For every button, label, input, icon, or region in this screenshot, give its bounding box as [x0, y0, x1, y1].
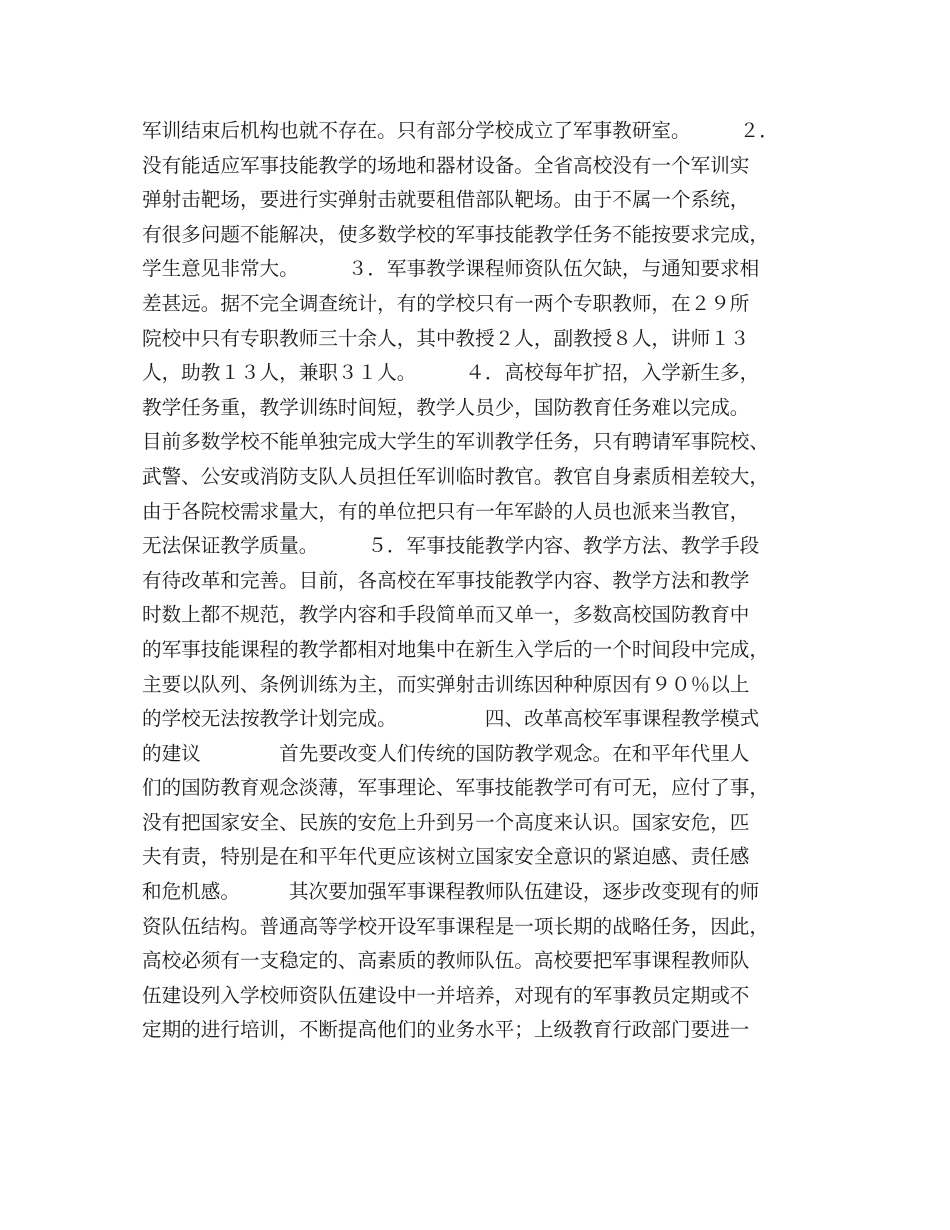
text-line: 主要以队列、条例训练为主，而实弹射击训练因种种原因有９０％以上	[142, 672, 750, 696]
text-line: 伍建设列入学校师资队伍建设中一并培养，对现有的军事教员定期或不	[142, 983, 750, 1007]
text-line: 差甚远。据不完全调查统计，有的学校只有一两个专职教师，在２９所	[142, 291, 750, 315]
text-line: 资队伍结构。普通高等学校开设军事课程是一项长期的战略任务，因此，	[142, 914, 769, 938]
text-line: 没有能适应军事技能教学的场地和器材设备。全省高校没有一个军训实	[142, 153, 750, 177]
text-line: 的学校无法按教学计划完成。 四、改革高校军事课程教学模式	[142, 707, 760, 731]
text-line: 们的国防教育观念淡薄，军事理论、军事技能教学可有可无，应付了事，	[142, 776, 769, 800]
text-line: 由于各院校需求量大，有的单位把只有一年军龄的人员也派来当教官，	[142, 499, 750, 523]
text-line: 夫有责，特别是在和平年代更应该树立国家安全意识的紧迫感、责任感	[142, 845, 750, 869]
text-line: 有待改革和完善。目前，各高校在军事技能教学内容、教学方法和教学	[142, 568, 750, 592]
text-line: 无法保证教学质量。 ５．军事技能教学内容、教学方法、教学手段	[142, 534, 760, 558]
text-line: 学生意见非常大。 ３．军事教学课程师资队伍欠缺，与通知要求相	[142, 257, 760, 281]
text-line: 的建议 首先要改变人们传统的国防教学观念。在和平年代里人	[142, 741, 750, 765]
text-line: 时数上都不规范，教学内容和手段简单而又单一，多数高校国防教育中	[142, 603, 750, 627]
text-line: 高校必须有一支稳定的、高素质的教师队伍。高校要把军事课程教师队	[142, 949, 750, 973]
text-line: 教学任务重，教学训练时间短，教学人员少，国防教育任务难以完成。	[142, 395, 750, 419]
body-text	[142, 114, 832, 1048]
text-line: 定期的进行培训，不断提高他们的业务水平；上级教育行政部门要进一	[142, 1018, 750, 1042]
text-line: 有很多问题不能解决，使多数学校的军事技能教学任务不能按要求完成，	[142, 222, 769, 246]
text-line: 武警、公安或消防支队人员担任军训临时教官。教官自身素质相差较大，	[142, 464, 769, 488]
text-line: 的军事技能课程的教学都相对地集中在新生入学后的一个时间段中完成，	[142, 637, 769, 661]
text-line: 院校中只有专职教师三十余人，其中教授２人，副教授８人，讲师１３	[142, 326, 750, 350]
text-line: 弹射击靶场，要进行实弹射击就要租借部队靶场。由于不属一个系统，	[142, 188, 750, 212]
text-line: 没有把国家安全、民族的安危上升到另一个高度来认识。国家安危，匹	[142, 810, 750, 834]
text-line: 人，助教１３人，兼职３１人。 ４．高校每年扩招，入学新生多，	[142, 361, 760, 385]
text-line: 军训结束后机构也就不存在。只有部分学校成立了军事教研室。 ２．	[142, 119, 779, 142]
text-line: 目前多数学校不能单独完成大学生的军训教学任务，只有聘请军事院校、	[142, 430, 769, 454]
text-line: 和危机感。 其次要加强军事课程教师队伍建设，逐步改变现有的师	[142, 880, 760, 904]
